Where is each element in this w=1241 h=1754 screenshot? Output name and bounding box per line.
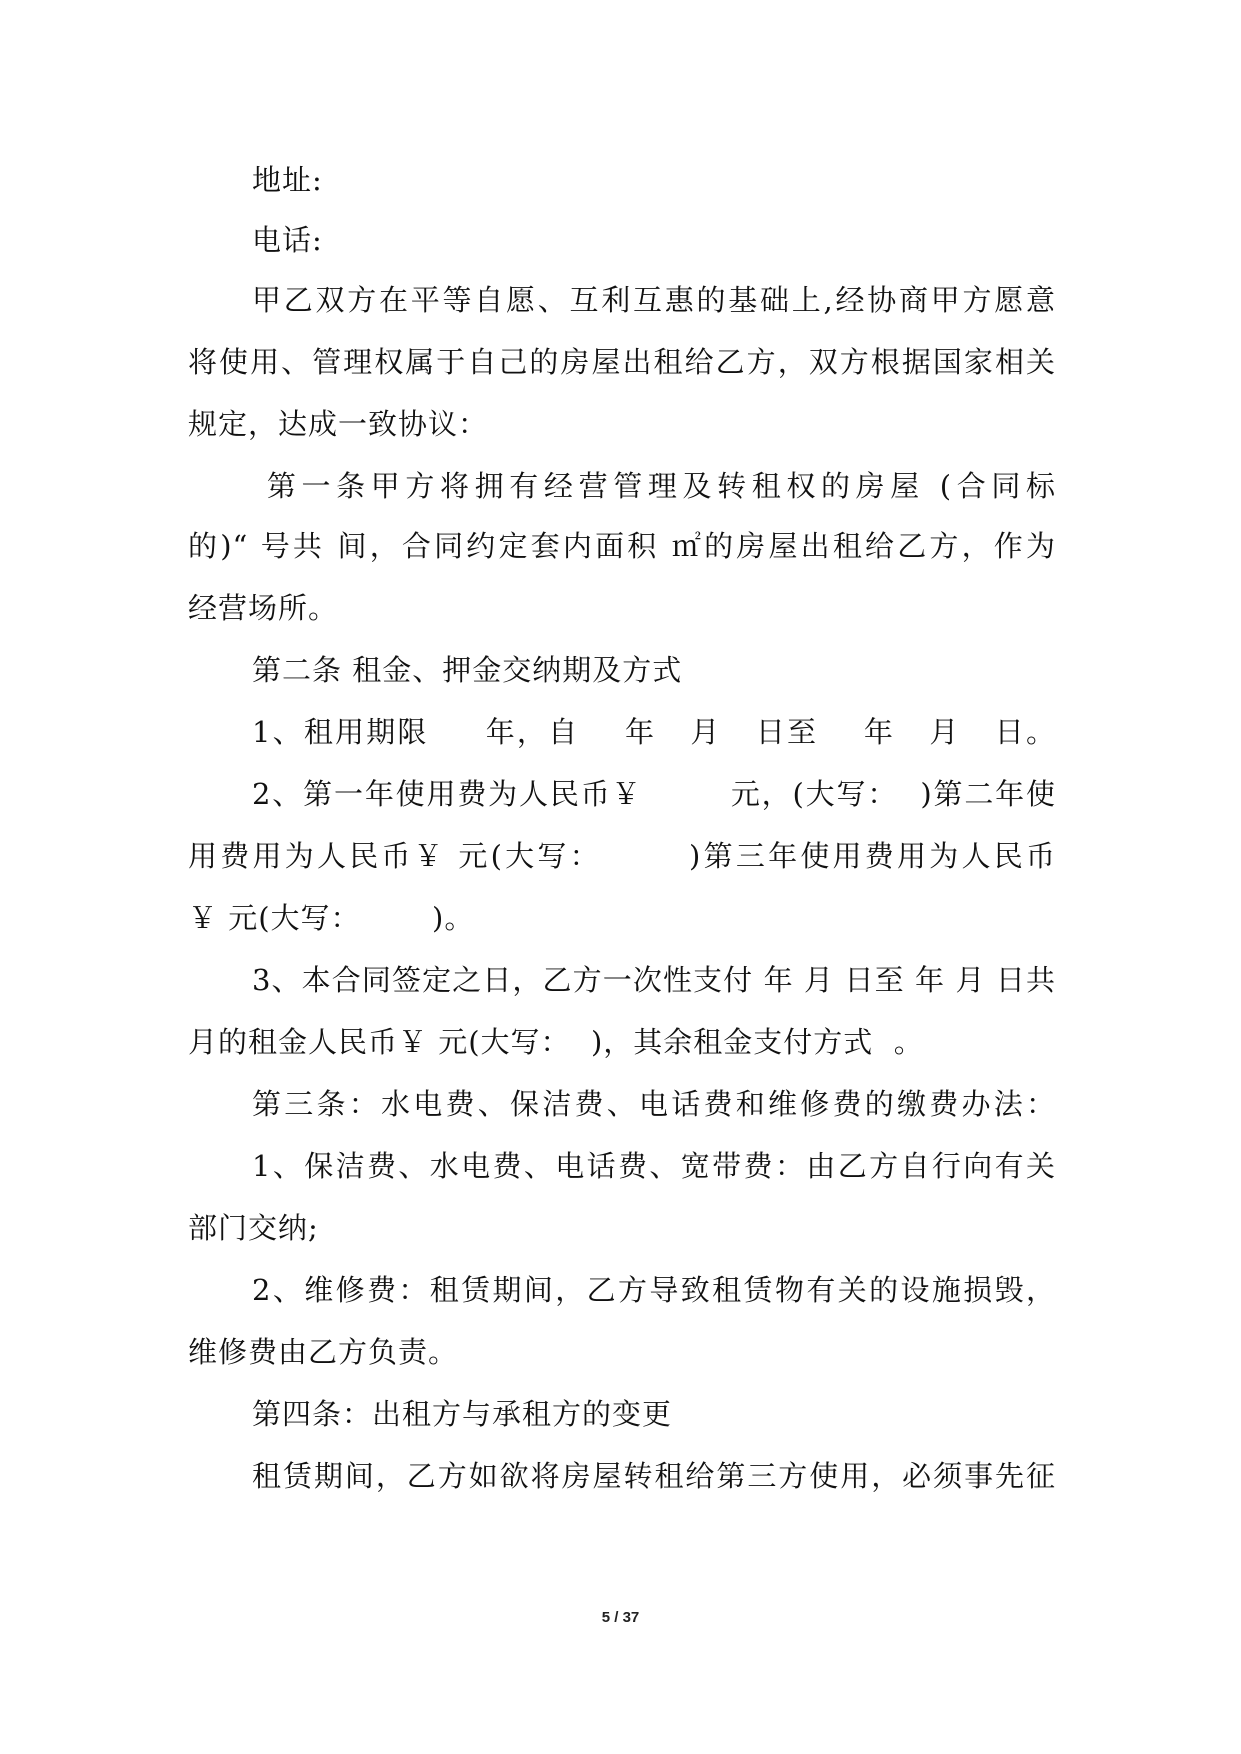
text-line: 月的租金人民币￥ 元(大写： )，其余租金支付方式 。 <box>188 1025 924 1059</box>
article-4-heading: 第四条：出租方与承租方的变更 <box>252 1397 673 1431</box>
text-line: 用费用为人民币￥ 元(大写： )第三年使用费用为人民币 <box>188 839 1056 873</box>
text-line: 部门交纳; <box>188 1211 319 1245</box>
article-3-heading: 第三条：水电费、保洁费、电话费和维修费的缴费办法： <box>252 1087 1056 1121</box>
text-line: 2、第一年使用费为人民币￥ 元，(大写： )第二年使 <box>252 777 1056 811</box>
article-2-heading: 第二条 租金、押金交纳期及方式 <box>252 653 683 687</box>
text-line: 甲乙双方在平等自愿、互利互惠的基础上,经协商甲方愿意 <box>252 283 1056 317</box>
text-line: 2、维修费：租赁期间，乙方导致租赁物有关的设施损毁， <box>252 1273 1056 1307</box>
text-line: ￥ 元(大写： )。 <box>188 901 475 935</box>
text-line: 维修费由乙方负责。 <box>188 1335 459 1369</box>
text-line: 经营场所。 <box>188 591 339 625</box>
phone-line: 电话: <box>252 223 323 257</box>
text-line: 规定，达成一致协议： <box>188 407 489 441</box>
article-1-heading: 第一条甲方将拥有经营管理及转租权的房屋 (合同标 <box>252 469 1056 503</box>
text-line: 1、保洁费、水电费、电话费、宽带费：由乙方自行向有关 <box>252 1149 1056 1183</box>
page-number: 5 / 37 <box>601 1609 640 1626</box>
text-line: 3、本合同签定之日，乙方一次性支付 年 月 日至 年 月 日共 <box>252 963 1056 997</box>
text-line: 1、租用期限 年，自 年 月 日至 年 月 日。 <box>252 715 1056 749</box>
text-line: 将使用、管理权属于自己的房屋出租给乙方，双方根据国家相关 <box>188 345 1056 379</box>
text-line: 租赁期间，乙方如欲将房屋转租给第三方使用，必须事先征 <box>252 1459 1056 1493</box>
text-line: 的)“ 号共 间，合同约定套内面积 ㎡的房屋出租给乙方，作为 <box>188 529 1056 563</box>
address-line: 地址: <box>252 163 323 197</box>
